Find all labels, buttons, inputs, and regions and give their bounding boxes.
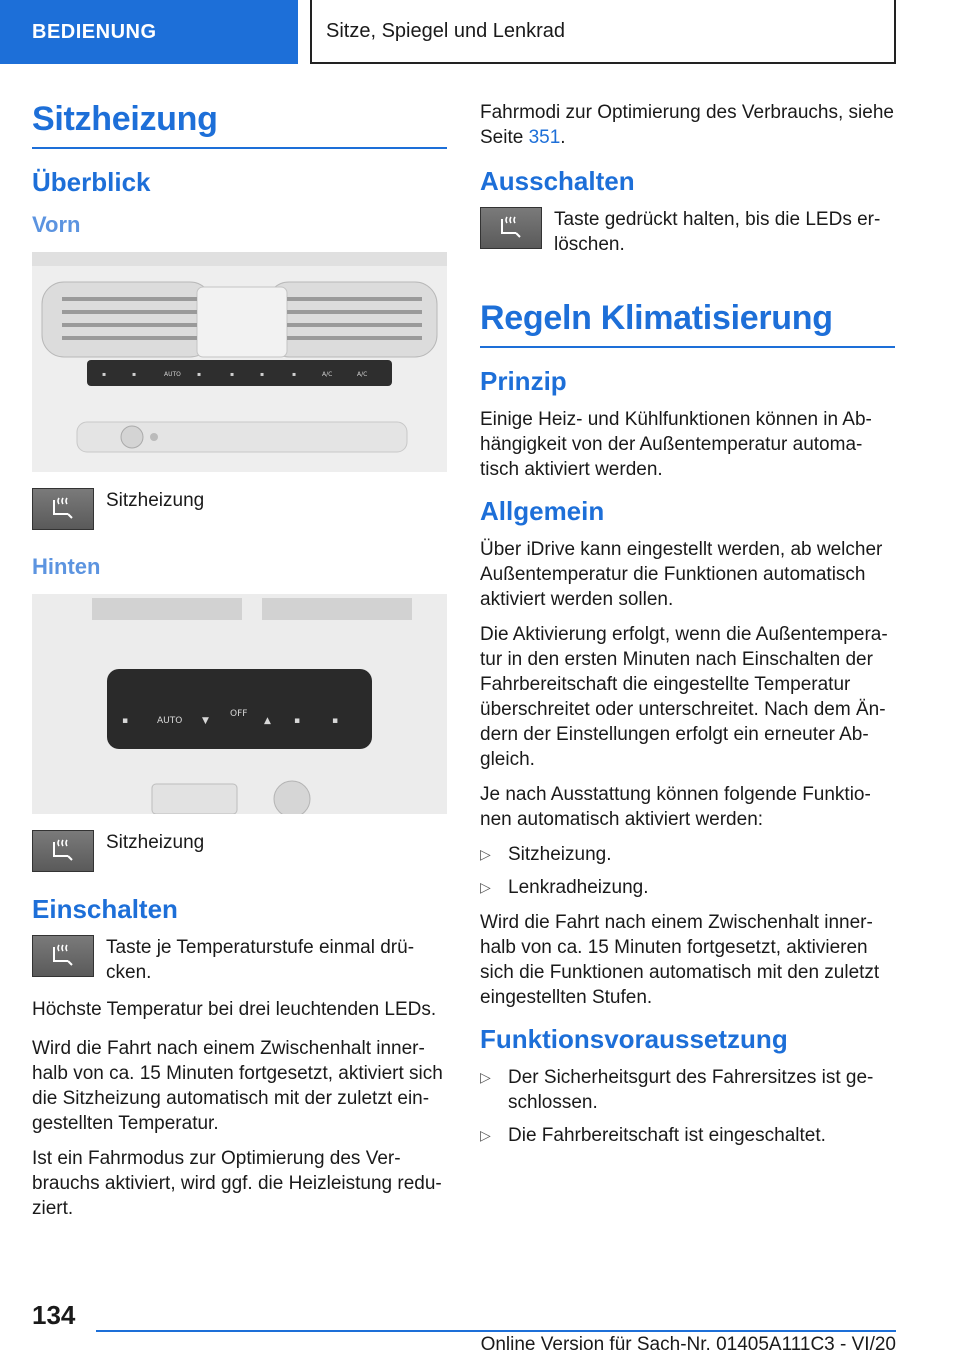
text: . <box>560 127 566 148</box>
svg-text:▼: ▼ <box>202 716 209 726</box>
list-item <box>480 1065 895 1115</box>
list-item-text: Sitzheizung. <box>508 844 612 865</box>
paragraph: Über iDrive kann eingestellt werden, ab welcher Außentemperatur die Funktionen automatisch aktiviert werden sollen. <box>480 539 883 610</box>
triangle-bullet-icon: ▷ <box>480 1069 491 1085</box>
front-heading: Vorn <box>32 212 81 237</box>
paragraph: Je nach Ausstattung können folgende Funktio-nen automatisch aktiviert werden: <box>480 784 871 830</box>
svg-text:▪: ▪ <box>260 371 265 378</box>
footer-version: Online Version für Sach-Nr. 01405A111C3 - VI/20 <box>480 1334 896 1355</box>
general-heading: Allgemein <box>480 496 605 526</box>
switch-off-row <box>480 207 895 257</box>
paragraph: Wird die Fahrt nach einem Zwischenhalt inner-halb von ca. 15 Minuten fortgesetzt, aktiviert sich die Sitzheizung automatisch mit der zuletzt ein-gestellten Temperatur. <box>32 1038 443 1134</box>
list-item-text: Lenkradheizung. <box>508 877 649 898</box>
auto-functions-list <box>480 842 895 900</box>
rear-heading: Hinten <box>32 554 101 579</box>
right-column <box>480 100 895 1158</box>
paragraph: Ist ein Fahrmodus zur Optimierung des Ver-brauchs aktiviert, wird ggf. die Heizleistung redu-ziert. <box>32 1148 442 1219</box>
svg-text:AUTO: AUTO <box>157 716 183 726</box>
overview-heading: Überblick <box>32 167 151 197</box>
seat-heating-icon <box>480 207 542 249</box>
switch-off-text: Taste gedrückt halten, bis die LEDs er-löschen. <box>554 209 881 255</box>
list-item-text: Der Sicherheitsgurt des Fahrersitzes ist ge-schlossen. <box>508 1067 874 1113</box>
switch-on-heading: Einschalten <box>32 894 178 924</box>
list-item <box>480 1123 895 1148</box>
left-column <box>32 100 447 1231</box>
page-link[interactable]: 351 <box>528 127 561 148</box>
svg-text:▲: ▲ <box>264 716 271 726</box>
front-seat-heating-row <box>32 488 447 530</box>
header-chapter: Sitze, Spiegel und Lenkrad <box>310 0 896 64</box>
rear-console-photo <box>32 594 447 814</box>
seat-heating-icon <box>32 488 94 530</box>
svg-text:▪: ▪ <box>122 716 129 726</box>
climate-title: Regeln Klimatisierung <box>480 299 895 348</box>
svg-text:A/C: A/C <box>322 371 333 378</box>
footer-divider <box>96 1330 896 1332</box>
paragraph: Einige Heiz- und Kühlfunktionen können in Ab-hängigkeit von der Außentemperatur automa-tisch aktiviert werden. <box>480 409 872 480</box>
svg-text:AUTO: AUTO <box>164 371 181 378</box>
paragraph: Die Aktivierung erfolgt, wenn die Außentempera-tur in den ersten Minuten nach Einschalten der Fahrbereitschaft die eingestellte Temperatur überschreitet oder unterschreitet. Nach dem Än-dern der Einstellungen erfolgt ein erneuter Ab-gleich. <box>480 624 888 770</box>
svg-text:OFF: OFF <box>230 709 248 719</box>
svg-text:A/C: A/C <box>357 371 368 378</box>
principle-heading: Prinzip <box>480 366 567 396</box>
triangle-bullet-icon: ▷ <box>480 846 491 862</box>
paragraph <box>480 100 895 150</box>
front-icon-label: Sitzheizung <box>106 490 205 511</box>
svg-text:▪: ▪ <box>294 716 301 726</box>
requirements-list <box>480 1065 895 1148</box>
paragraph: Wird die Fahrt nach einem Zwischenhalt inner-halb von ca. 15 Minuten fortgesetzt, aktivieren sich die Funktionen automatisch mit den zuletzt eingestellten Stufen. <box>480 912 880 1008</box>
svg-text:▪: ▪ <box>197 371 202 378</box>
svg-text:▪: ▪ <box>332 716 339 726</box>
triangle-bullet-icon: ▷ <box>480 1127 491 1143</box>
text: Fahrmodi zur Optimierung des Verbrauchs, siehe Seite <box>480 102 894 148</box>
requirements-heading: Funktionsvoraussetzung <box>480 1024 788 1054</box>
paragraph: Höchste Temperatur bei drei leuchtenden LEDs. <box>32 999 437 1020</box>
header-section: BEDIENUNG <box>0 0 298 64</box>
svg-text:▪: ▪ <box>292 371 297 378</box>
list-item <box>480 875 895 900</box>
front-console-photo <box>32 252 447 472</box>
seat-heating-icon <box>32 830 94 872</box>
rear-icon-label: Sitzheizung <box>106 832 205 853</box>
svg-text:▪: ▪ <box>132 371 137 378</box>
switch-on-row <box>32 935 447 985</box>
switch-off-heading: Ausschalten <box>480 166 635 196</box>
list-item-text: Die Fahrbereitschaft ist eingeschaltet. <box>508 1125 826 1146</box>
list-item <box>480 842 895 867</box>
page-title: Sitzheizung <box>32 100 447 149</box>
page-number: 134 <box>32 1300 76 1330</box>
switch-on-text: Taste je Temperaturstufe einmal drü-cken. <box>106 937 415 983</box>
seat-heating-icon <box>32 935 94 977</box>
triangle-bullet-icon: ▷ <box>480 879 491 895</box>
svg-text:▪: ▪ <box>102 371 107 378</box>
svg-text:▪: ▪ <box>230 371 235 378</box>
rear-seat-heating-row <box>32 830 447 872</box>
